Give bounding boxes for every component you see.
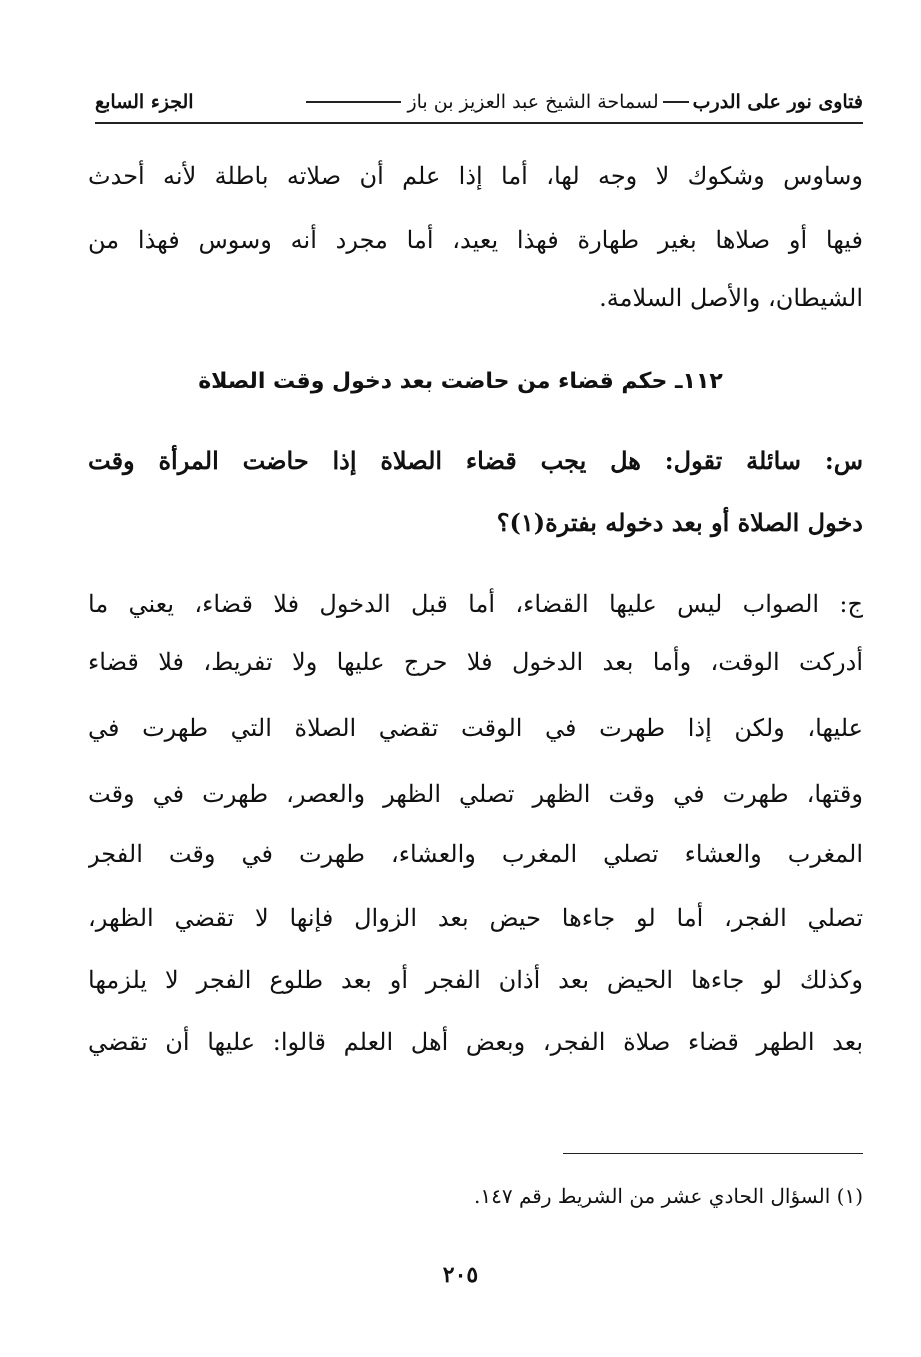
- answer-line: وكذلك لو جاءها الحيض بعد أذان الفجر أو بعد طلوع الفجر لا يلزمها: [88, 966, 863, 994]
- section-heading: ١١٢ـ حكم قضاء من حاضت بعد دخول وقت الصلاة: [198, 369, 723, 394]
- answer-line: ج: الصواب ليس عليها القضاء، أما قبل الدخول فلا قضاء، يعني ما: [88, 590, 863, 618]
- question-line: س: سائلة تقول: هل يجب قضاء الصلاة إذا حاضت المرأة وقت: [88, 446, 863, 475]
- question-line: دخول الصلاة أو بعد دخوله بفترة(١)؟: [496, 508, 863, 537]
- footnote-divider: [563, 1153, 863, 1154]
- answer-line: أدركت الوقت، وأما بعد الدخول فلا حرج عليها ولا تفريط، فلا قضاء: [88, 648, 863, 676]
- book-title: فتاوى نور على الدرب: [692, 91, 863, 113]
- text-line: الشيطان، والأصل السلامة.: [599, 284, 863, 312]
- volume-label: الجزء السابع: [95, 91, 194, 113]
- header-title-group: [300, 91, 863, 113]
- author-name: لسماحة الشيخ عبد العزيز بن باز: [407, 91, 659, 113]
- answer-line: بعد الطهر قضاء صلاة الفجر، وبعض أهل العلم قالوا: عليها أن تقضي: [88, 1028, 863, 1056]
- answer-line: عليها، ولكن إذا طهرت في الوقت تقضي الصلاة التي طهرت في: [88, 714, 863, 742]
- running-header: [95, 82, 863, 124]
- answer-line: المغرب والعشاء تصلي المغرب والعشاء، طهرت في وقت الفجر: [88, 840, 863, 868]
- text-line: وساوس وشكوك لا وجه لها، أما إذا علم أن صلاته باطلة لأنه أحدث: [88, 162, 863, 190]
- answer-line: تصلي الفجر، أما لو جاءها حيض بعد الزوال فإنها لا تقضي الظهر،: [88, 904, 863, 932]
- text-line: فيها أو صلاها بغير طهارة فهذا يعيد، أما مجرد أنه وسوس فهذا من: [88, 226, 863, 254]
- footnote: (١) السؤال الحادي عشر من الشريط رقم ١٤٧.: [474, 1184, 863, 1208]
- page-number: ٢٠٥: [442, 1262, 479, 1288]
- header-rule: [306, 101, 401, 103]
- answer-line: وقتها، طهرت في وقت الظهر تصلي الظهر والعصر، طهرت في وقت: [88, 780, 863, 808]
- header-dash: [663, 101, 689, 103]
